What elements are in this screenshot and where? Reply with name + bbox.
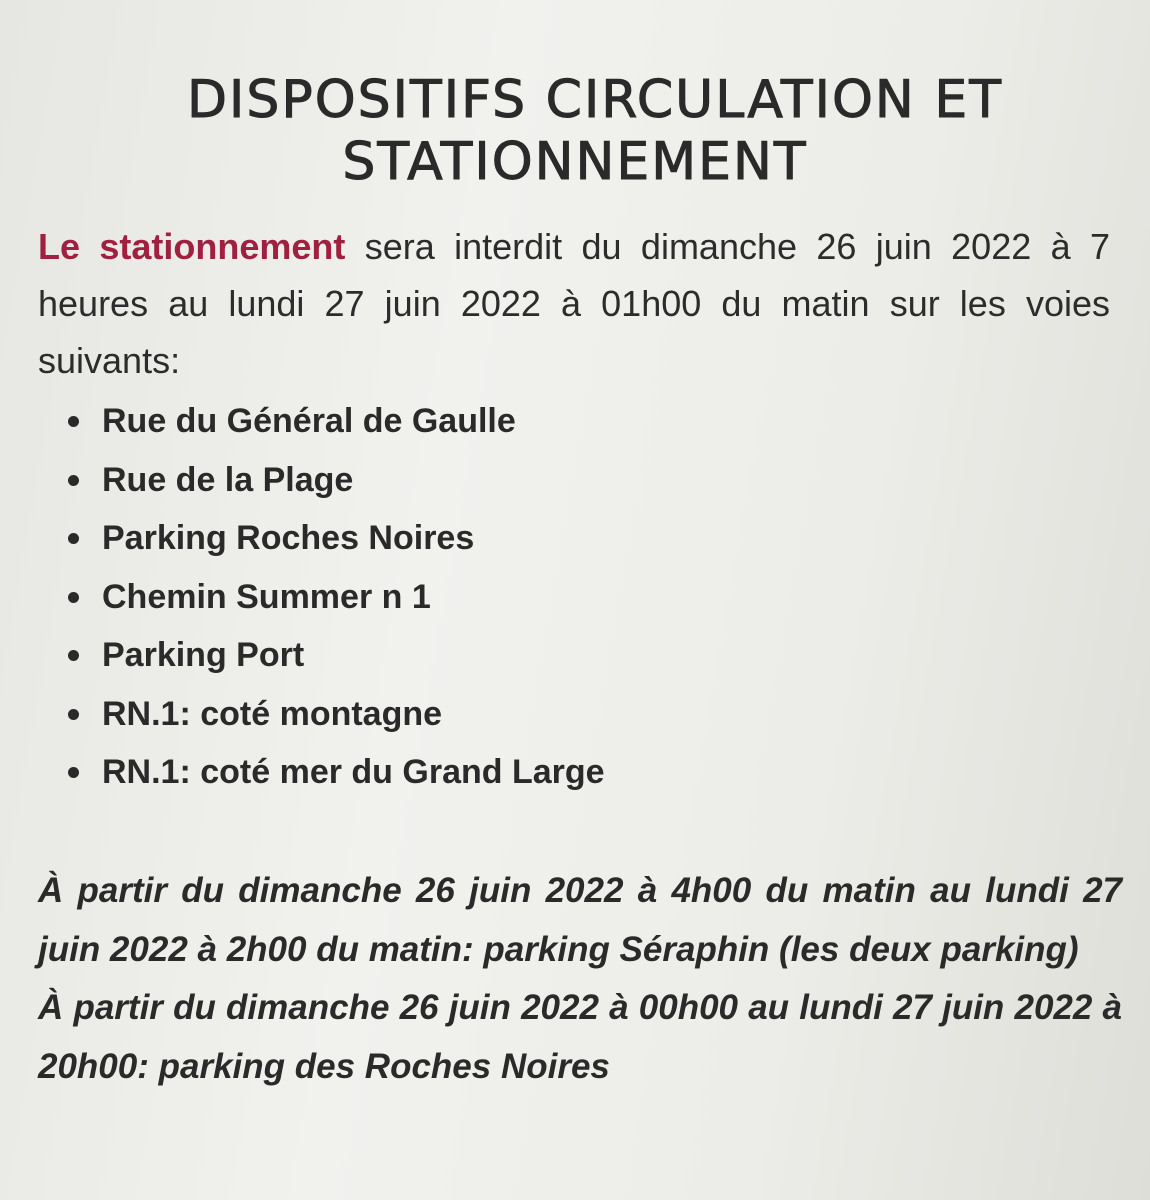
street-label: Rue du Général de Gaulle xyxy=(102,402,516,440)
bullet-icon xyxy=(68,475,79,486)
intro-paragraph xyxy=(38,218,1110,389)
street-label: Rue de la Plage xyxy=(102,460,354,499)
bullet-icon xyxy=(68,650,79,661)
note-paragraph: À partir du dimanche 26 juin 2022 à 4h00 du matin au lundi 27 juin 2022 à 2h00 du matin: parking Séraphin (les deux parking) xyxy=(38,871,1122,969)
title-line-1: DISPOSITIFS CIRCULATION ET xyxy=(187,69,1003,130)
intro-text: sera interdit du dimanche 26 juin 2022 à 7 heures au lundi 27 juin 2022 à 01h00 du matin sur les voies suivants: xyxy=(38,226,1110,381)
street-label: RN.1: coté mer du Grand Large xyxy=(102,753,605,791)
bullet-icon xyxy=(68,592,79,603)
bullet-icon xyxy=(68,767,79,778)
street-label: Parking Roches Noires xyxy=(102,519,475,557)
bullet-icon xyxy=(68,533,79,544)
title-line-2: STATIONNEMENT xyxy=(342,131,808,192)
list-item xyxy=(68,392,605,451)
list-item xyxy=(68,743,605,802)
street-label: Chemin Summer n 1 xyxy=(102,577,431,616)
list-item xyxy=(68,626,605,685)
page-title xyxy=(0,69,1150,193)
bullet-icon xyxy=(68,416,79,427)
list-item xyxy=(68,685,605,744)
street-label: RN.1: coté montagne xyxy=(102,694,443,733)
bullet-icon xyxy=(68,709,79,720)
street-list xyxy=(68,392,605,802)
list-item xyxy=(68,509,605,568)
notes-section xyxy=(38,862,1122,1096)
street-label: Parking Port xyxy=(102,636,305,674)
note-paragraph: À partir du dimanche 26 juin 2022 à 00h00 au lundi 27 juin 2022 à 20h00: parking des Roches Noires xyxy=(38,988,1122,1086)
list-item xyxy=(68,568,605,627)
list-item xyxy=(68,451,605,510)
intro-highlight: Le stationnement xyxy=(38,226,346,267)
